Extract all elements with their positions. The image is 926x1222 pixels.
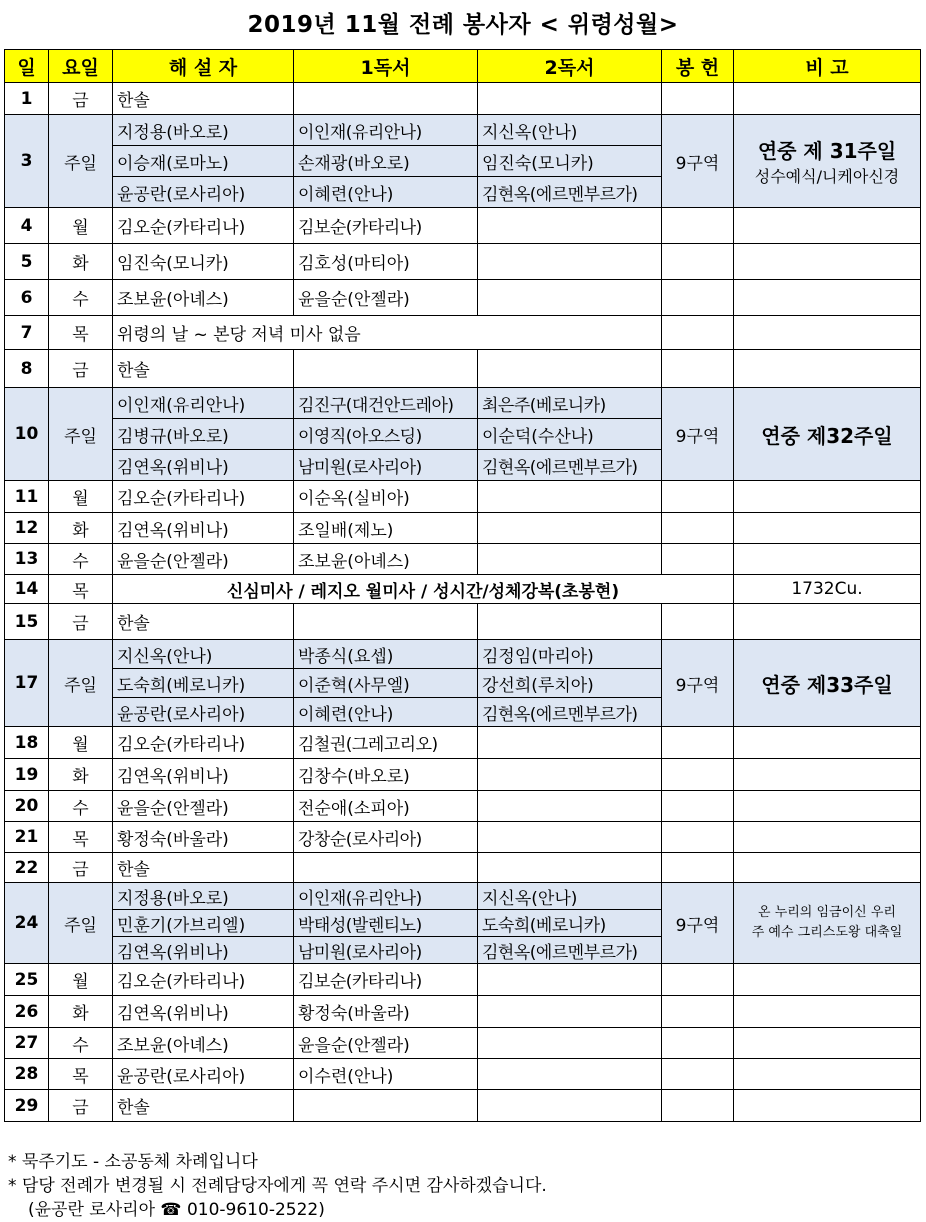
reading2-cell [478, 791, 662, 822]
footer-rosary-note: * 묵주기도 - 소공동체 차례입니다 [8, 1152, 258, 1172]
day-cell: 17 [5, 640, 49, 727]
header-commentator: 해 설 자 [113, 50, 294, 83]
day-cell: 22 [5, 853, 49, 883]
offering-cell [662, 1028, 734, 1059]
commentator-cell: 김연옥(위비나) [113, 937, 294, 964]
table-row [5, 513, 921, 544]
reading2-cell: 지신옥(안나) [478, 883, 662, 910]
reading1-cell: 황정숙(바울라) [294, 996, 478, 1028]
day-cell: 3 [5, 115, 49, 208]
reading2-cell: 지신옥(안나) [478, 115, 662, 146]
reading2-cell [478, 350, 662, 388]
reading1-cell [294, 1090, 478, 1122]
commentator-cell: 황정숙(바울라) [113, 822, 294, 853]
table-row [5, 388, 921, 419]
commentator-cell: 김오순(카타리나) [113, 481, 294, 513]
table-row [5, 964, 921, 996]
table-row [5, 244, 921, 280]
day-cell: 10 [5, 388, 49, 481]
weekday-cell: 주일 [49, 640, 113, 727]
weekday-cell: 금 [49, 1090, 113, 1122]
event-cell: 신심미사 / 레지오 월미사 / 성시간/성체강복(초봉현) [113, 575, 734, 604]
reading1-cell [294, 604, 478, 640]
day-cell: 20 [5, 791, 49, 822]
note-cell [734, 996, 921, 1028]
weekday-cell: 주일 [49, 883, 113, 964]
footer-notes [8, 1150, 547, 1222]
weekday-cell: 월 [49, 727, 113, 759]
weekday-cell: 주일 [49, 388, 113, 481]
reading1-cell: 손재광(바오로) [294, 146, 478, 177]
commentator-cell: 한솔 [113, 1090, 294, 1122]
commentator-cell: 김연옥(위비나) [113, 759, 294, 791]
reading2-cell [478, 83, 662, 115]
note-cell [734, 883, 921, 964]
table-row [5, 208, 921, 244]
reading2-cell: 김현옥(에르멘부르가) [478, 177, 662, 208]
note-cell [734, 280, 921, 316]
day-cell: 25 [5, 964, 49, 996]
table-row [5, 1090, 921, 1122]
weekday-cell: 화 [49, 996, 113, 1028]
reading1-cell: 김철권(그레고리오) [294, 727, 478, 759]
day-cell: 29 [5, 1090, 49, 1122]
commentator-cell: 임진숙(모니카) [113, 244, 294, 280]
table-row [5, 83, 921, 115]
note-line: 온 누리의 임금이신 우리 [758, 905, 896, 920]
reading1-cell [294, 350, 478, 388]
weekday-cell: 금 [49, 604, 113, 640]
reading2-cell: 최은주(베로니카) [478, 388, 662, 419]
day-cell: 1 [5, 83, 49, 115]
day-cell: 13 [5, 544, 49, 575]
note-cell [734, 115, 921, 208]
note-cell [734, 604, 921, 640]
day-cell: 18 [5, 727, 49, 759]
table-row [5, 481, 921, 513]
reading2-cell [478, 244, 662, 280]
reading1-cell: 이혜련(안나) [294, 698, 478, 727]
reading2-cell [478, 481, 662, 513]
reading1-cell: 이영직(아오스딩) [294, 419, 478, 450]
note-cell [734, 1059, 921, 1090]
offering-cell [662, 544, 734, 575]
offering-cell: 9구역 [662, 388, 734, 481]
reading1-cell: 이인재(유리안나) [294, 115, 478, 146]
table-row [5, 640, 921, 669]
weekday-cell: 목 [49, 822, 113, 853]
reading1-cell: 김호성(마티아) [294, 244, 478, 280]
table-row [5, 759, 921, 791]
commentator-cell: 김연옥(위비나) [113, 996, 294, 1028]
offering-cell [662, 481, 734, 513]
commentator-cell: 김오순(카타리나) [113, 964, 294, 996]
weekday-cell: 수 [49, 1028, 113, 1059]
reading2-cell [478, 822, 662, 853]
weekday-cell: 목 [49, 316, 113, 350]
offering-cell [662, 1090, 734, 1122]
day-cell: 28 [5, 1059, 49, 1090]
note-cell [734, 822, 921, 853]
reading1-cell: 강창순(로사리아) [294, 822, 478, 853]
offering-cell: 9구역 [662, 115, 734, 208]
weekday-cell: 금 [49, 350, 113, 388]
weekday-cell: 금 [49, 83, 113, 115]
offering-cell [662, 208, 734, 244]
table-row [5, 604, 921, 640]
reading2-cell [478, 280, 662, 316]
note-cell [734, 544, 921, 575]
reading1-cell [294, 853, 478, 883]
weekday-cell: 월 [49, 208, 113, 244]
day-cell: 6 [5, 280, 49, 316]
note-cell [734, 853, 921, 883]
reading2-cell: 이순덕(수산나) [478, 419, 662, 450]
commentator-cell: 도숙희(베로니카) [113, 669, 294, 698]
reading2-cell: 김현옥(에르멘부르가) [478, 937, 662, 964]
reading2-cell [478, 727, 662, 759]
commentator-cell: 민훈기(가브리엘) [113, 910, 294, 937]
table-row [5, 544, 921, 575]
weekday-cell: 월 [49, 964, 113, 996]
reading2-cell [478, 964, 662, 996]
offering-cell [662, 316, 734, 350]
note-cell [734, 791, 921, 822]
offering-cell [662, 83, 734, 115]
reading1-cell: 조보윤(아녜스) [294, 544, 478, 575]
reading1-cell: 윤을순(안젤라) [294, 280, 478, 316]
reading2-cell [478, 853, 662, 883]
commentator-cell: 김연옥(위비나) [113, 450, 294, 481]
weekday-cell: 금 [49, 853, 113, 883]
reading2-cell [478, 604, 662, 640]
weekday-cell: 수 [49, 791, 113, 822]
reading1-cell: 이인재(유리안나) [294, 883, 478, 910]
offering-cell [662, 280, 734, 316]
day-cell: 8 [5, 350, 49, 388]
reading1-cell: 전순애(소피아) [294, 791, 478, 822]
note-title: 연중 제 31주일 [757, 139, 897, 163]
note-cell [734, 481, 921, 513]
header-reading1: 1독서 [294, 50, 478, 83]
commentator-cell: 윤을순(안젤라) [113, 791, 294, 822]
offering-cell [662, 350, 734, 388]
commentator-cell: 한솔 [113, 83, 294, 115]
reading2-cell: 김현옥(에르멘부르가) [478, 450, 662, 481]
reading1-cell: 김보순(카타리나) [294, 208, 478, 244]
offering-cell [662, 759, 734, 791]
commentator-cell: 김오순(카타리나) [113, 208, 294, 244]
offering-cell: 9구역 [662, 883, 734, 964]
note-cell [734, 964, 921, 996]
offering-cell [662, 513, 734, 544]
reading2-cell [478, 1090, 662, 1122]
weekday-cell: 화 [49, 244, 113, 280]
reading1-cell: 김진구(대건안드레아) [294, 388, 478, 419]
note-cell [734, 244, 921, 280]
header-note: 비 고 [734, 50, 921, 83]
weekday-cell: 화 [49, 759, 113, 791]
reading1-cell: 윤을순(안젤라) [294, 1028, 478, 1059]
schedule-table [4, 49, 921, 1122]
day-cell: 11 [5, 481, 49, 513]
day-cell: 4 [5, 208, 49, 244]
weekday-cell: 목 [49, 575, 113, 604]
note-cell [734, 727, 921, 759]
reading1-cell: 박종식(요셉) [294, 640, 478, 669]
reading2-cell [478, 759, 662, 791]
commentator-cell: 김오순(카타리나) [113, 727, 294, 759]
table-row [5, 280, 921, 316]
weekday-cell: 목 [49, 1059, 113, 1090]
note-cell: 1732Cu. [734, 575, 921, 604]
header-reading2: 2독서 [478, 50, 662, 83]
weekday-cell: 수 [49, 544, 113, 575]
reading1-cell: 남미원(로사리아) [294, 450, 478, 481]
offering-cell [662, 964, 734, 996]
offering-cell [662, 1059, 734, 1090]
commentator-cell: 윤공란(로사리아) [113, 698, 294, 727]
day-cell: 7 [5, 316, 49, 350]
day-cell: 26 [5, 996, 49, 1028]
reading1-cell: 이준혁(사무엘) [294, 669, 478, 698]
reading2-cell [478, 544, 662, 575]
offering-cell [662, 604, 734, 640]
offering-cell [662, 996, 734, 1028]
weekday-cell: 월 [49, 481, 113, 513]
commentator-cell: 조보윤(아녜스) [113, 1028, 294, 1059]
reading2-cell [478, 1028, 662, 1059]
reading1-cell: 이혜련(안나) [294, 177, 478, 208]
reading1-cell [294, 83, 478, 115]
reading1-cell: 남미원(로사리아) [294, 937, 478, 964]
commentator-cell: 한솔 [113, 604, 294, 640]
reading2-cell: 김현옥(에르멘부르가) [478, 698, 662, 727]
table-row [5, 350, 921, 388]
note-cell [734, 388, 921, 481]
commentator-cell: 김병규(바오로) [113, 419, 294, 450]
reading2-cell [478, 996, 662, 1028]
table-row [5, 822, 921, 853]
note-cell [734, 208, 921, 244]
commentator-cell: 지정용(바오로) [113, 115, 294, 146]
day-cell: 12 [5, 513, 49, 544]
table-row [5, 883, 921, 910]
reading2-cell: 김정임(마리아) [478, 640, 662, 669]
offering-cell [662, 244, 734, 280]
day-cell: 27 [5, 1028, 49, 1059]
reading1-cell: 김보순(카타리나) [294, 964, 478, 996]
commentator-cell: 윤공란(로사리아) [113, 1059, 294, 1090]
offering-cell [662, 853, 734, 883]
note-cell [734, 1090, 921, 1122]
event-cell: 위령의 날 ~ 본당 저녁 미사 없음 [113, 316, 662, 350]
weekday-cell: 수 [49, 280, 113, 316]
commentator-cell: 윤을순(안젤라) [113, 544, 294, 575]
reading2-cell [478, 208, 662, 244]
day-cell: 24 [5, 883, 49, 964]
table-row [5, 791, 921, 822]
note-cell [734, 513, 921, 544]
offering-cell: 9구역 [662, 640, 734, 727]
commentator-cell: 지신옥(안나) [113, 640, 294, 669]
table-row [5, 316, 921, 350]
footer-change-note: * 담당 전례가 변경될 시 전례담당자에게 꼭 연락 주시면 감사하겠습니다. [8, 1176, 547, 1196]
header-row [5, 50, 921, 83]
offering-cell [662, 791, 734, 822]
note-cell [734, 316, 921, 350]
footer-contact: (윤공란 로사리아 ☎ 010-9610-2522) [28, 1200, 325, 1220]
header-weekday: 요일 [49, 50, 113, 83]
note-line: 주 예수 그리스도왕 대축일 [751, 925, 903, 940]
day-cell: 21 [5, 822, 49, 853]
commentator-cell: 지정용(바오로) [113, 883, 294, 910]
day-cell: 14 [5, 575, 49, 604]
reading1-cell: 조일배(제노) [294, 513, 478, 544]
note-cell [734, 640, 921, 727]
table-row [5, 575, 921, 604]
reading2-cell: 임진숙(모니카) [478, 146, 662, 177]
commentator-cell: 이인재(유리안나) [113, 388, 294, 419]
offering-cell [662, 727, 734, 759]
page-title: 2019년 11월 전례 봉사자 < 위령성월> [247, 12, 679, 38]
reading2-cell [478, 513, 662, 544]
commentator-cell: 윤공란(로사리아) [113, 177, 294, 208]
table-row [5, 1028, 921, 1059]
reading2-cell [478, 1059, 662, 1090]
reading1-cell: 이수련(안나) [294, 1059, 478, 1090]
note-cell [734, 1028, 921, 1059]
table-row [5, 727, 921, 759]
reading1-cell: 박태성(발렌티노) [294, 910, 478, 937]
weekday-cell: 주일 [49, 115, 113, 208]
day-cell: 15 [5, 604, 49, 640]
day-cell: 19 [5, 759, 49, 791]
commentator-cell: 조보윤(아녜스) [113, 280, 294, 316]
note-subtitle: 성수예식/니케아신경 [754, 167, 900, 186]
header-offering: 봉 헌 [662, 50, 734, 83]
commentator-cell: 이승재(로마노) [113, 146, 294, 177]
note-cell [734, 350, 921, 388]
table-row [5, 1059, 921, 1090]
day-cell: 5 [5, 244, 49, 280]
reading1-cell: 이순옥(실비아) [294, 481, 478, 513]
reading2-cell: 강선희(루치아) [478, 669, 662, 698]
header-day: 일 [5, 50, 49, 83]
note-cell [734, 759, 921, 791]
note-cell [734, 83, 921, 115]
table-row [5, 853, 921, 883]
offering-cell [662, 822, 734, 853]
table-row [5, 996, 921, 1028]
note-title: 연중 제33주일 [761, 672, 893, 697]
note-title: 연중 제32주일 [761, 423, 893, 448]
weekday-cell: 화 [49, 513, 113, 544]
commentator-cell: 한솔 [113, 853, 294, 883]
reading2-cell: 도숙희(베로니카) [478, 910, 662, 937]
commentator-cell: 한솔 [113, 350, 294, 388]
commentator-cell: 김연옥(위비나) [113, 513, 294, 544]
reading1-cell: 김창수(바오로) [294, 759, 478, 791]
table-row [5, 115, 921, 146]
